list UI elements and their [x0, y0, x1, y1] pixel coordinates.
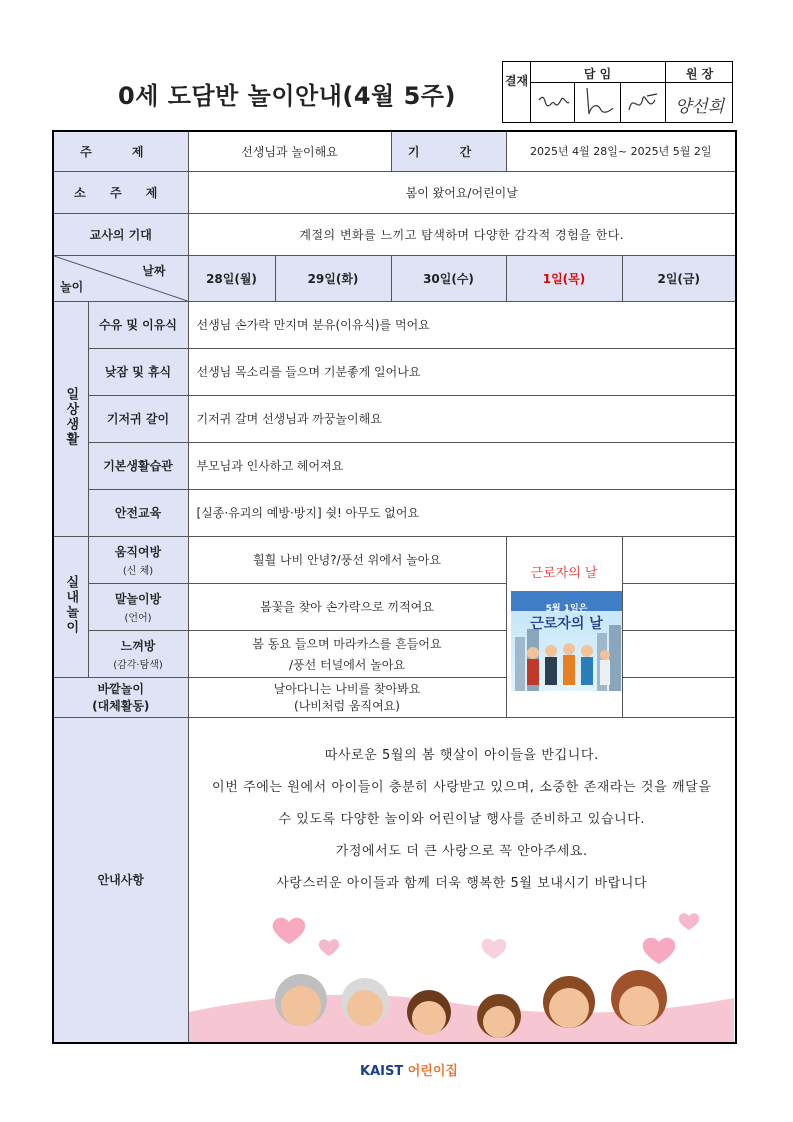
date-play-header: [53, 255, 188, 301]
director-signature: 양선희: [674, 97, 725, 117]
row-content: 부모님과 인사하고 헤어져요: [188, 442, 736, 489]
notice-content: [188, 717, 736, 1043]
labor-day-poster: [511, 591, 623, 691]
outdoor-content-line2: (나비처럼 움직여요): [294, 699, 400, 713]
row-label: 낮잠 및 휴식: [88, 348, 188, 395]
empty-cell-fri: [622, 630, 736, 677]
outdoor-play-label: [53, 677, 188, 717]
period-label: 기 간: [391, 131, 506, 171]
logo-kaist: KAIST: [360, 1064, 404, 1079]
play-header-label: 놀이: [60, 279, 84, 294]
date-header-label: 날짜: [142, 263, 166, 278]
subtheme-label: 소 주 제: [53, 171, 188, 213]
indoor-row-label: [88, 630, 188, 677]
row-label: 수유 및 이유식: [88, 301, 188, 348]
logo-kids: 어린이집: [407, 1064, 458, 1079]
expectation-value: 계절의 변화를 느끼고 탐색하며 다양한 감각적 경험을 한다.: [188, 213, 736, 255]
notice-label: 안내사항: [53, 717, 188, 1043]
indoor-content-line1: 봄 동요 들으며 마라카스를 흔들어요: [252, 636, 442, 651]
daily-life-group-label: 일상생활: [63, 387, 79, 447]
row-content: [실종·유괴의 예방·방지] 쉿! 아무도 없어요: [188, 489, 736, 536]
indoor-label-text: 느껴방: [120, 638, 156, 653]
row-content: 선생님 손가락 만지며 분유(이유식)를 먹어요: [188, 301, 736, 348]
subtheme-value: 봄이 왔어요/어린이날: [188, 171, 736, 213]
day-tue: 29일(화): [275, 255, 391, 301]
outdoor-content: [188, 677, 506, 717]
children-hearts-illustration: [189, 902, 734, 1042]
notice-line: 가정에서도 더 큰 사랑으로 꼭 안아주세요.: [335, 843, 588, 859]
indoor-content: 봄꽃을 찾아 손가락으로 끼적여요: [188, 583, 506, 630]
weekly-plan-table: [52, 130, 737, 1044]
approval-label: 결재: [504, 74, 529, 88]
director-label: 원 장: [685, 67, 714, 81]
indoor-label-sub: (감각·탐색): [113, 659, 163, 671]
daily-life-group: [53, 301, 88, 536]
approval-box: [502, 61, 733, 123]
outdoor-label-line2: (대체활동): [92, 699, 150, 713]
row-label: 기저귀 갈이: [88, 395, 188, 442]
poster-date: 5월 1일은: [545, 604, 588, 614]
indoor-content: 훨훨 나비 안녕?/풍선 위에서 놀아요: [188, 536, 506, 583]
poster-title: 근로자의 날: [530, 616, 603, 632]
expectation-label: 교사의 기대: [53, 213, 188, 255]
empty-cell-fri: [622, 583, 736, 630]
kaist-kindergarten-logo: [360, 1060, 458, 1079]
indoor-row-label: [88, 536, 188, 583]
outdoor-content-line1: 날아다니는 나비를 찾아봐요: [273, 682, 421, 696]
outdoor-label-line1: 바깥놀이: [97, 682, 144, 696]
labor-day-title: 근로자의 날: [530, 566, 598, 581]
indoor-play-group: [53, 536, 88, 677]
row-content: 기저귀 갈며 선생님과 까꿍놀이해요: [188, 395, 736, 442]
indoor-content: [188, 630, 506, 677]
day-mon: 28일(월): [188, 255, 275, 301]
signature-1: [533, 86, 573, 120]
notice-line: 사랑스러운 아이들과 함께 더욱 행복한 5월 보내시기 바랍니다: [276, 875, 648, 891]
theme-label: 주 제: [53, 131, 188, 171]
period-value: 2025년 4월 28일~ 2025년 5월 2일: [506, 131, 736, 171]
row-content: 선생님 목소리를 들으며 기분좋게 일어나요: [188, 348, 736, 395]
empty-cell-fri: [622, 677, 736, 717]
theme-value: 선생님과 놀이해요: [188, 131, 391, 171]
indoor-label-text: 움직여방: [114, 544, 162, 559]
indoor-label-text: 말놀이방: [114, 591, 162, 606]
day-thu: 1일(목): [506, 255, 622, 301]
labor-day-cell: [506, 536, 622, 717]
row-label: 안전교육: [88, 489, 188, 536]
row-label: 기본생활습관: [88, 442, 188, 489]
notice-line: 이번 주에는 원에서 아이들이 충분히 사랑받고 있으며, 소중한 존재라는 것을 깨달을: [212, 779, 712, 795]
page-title: 0세 도담반 놀이안내(4월 5주): [118, 82, 456, 110]
signature-3: [623, 86, 663, 120]
notice-line: 수 있도록 다양한 놀이와 어린이날 행사를 준비하고 있습니다.: [278, 811, 646, 827]
notice-line: 따사로운 5월의 봄 햇살이 아이들을 반깁니다.: [324, 747, 599, 763]
indoor-label-sub: (언어): [124, 612, 152, 624]
indoor-play-group-label: 실내놀이: [63, 575, 79, 635]
indoor-label-sub: (신 체): [122, 565, 154, 577]
homeroom-label: 담 임: [583, 67, 612, 81]
day-wed: 30일(수): [391, 255, 506, 301]
indoor-content-line2: /풍선 터널에서 놀아요: [288, 657, 405, 672]
empty-cell-fri: [622, 536, 736, 583]
day-fri: 2일(금): [622, 255, 736, 301]
indoor-row-label: [88, 583, 188, 630]
signature-2: [577, 84, 619, 120]
